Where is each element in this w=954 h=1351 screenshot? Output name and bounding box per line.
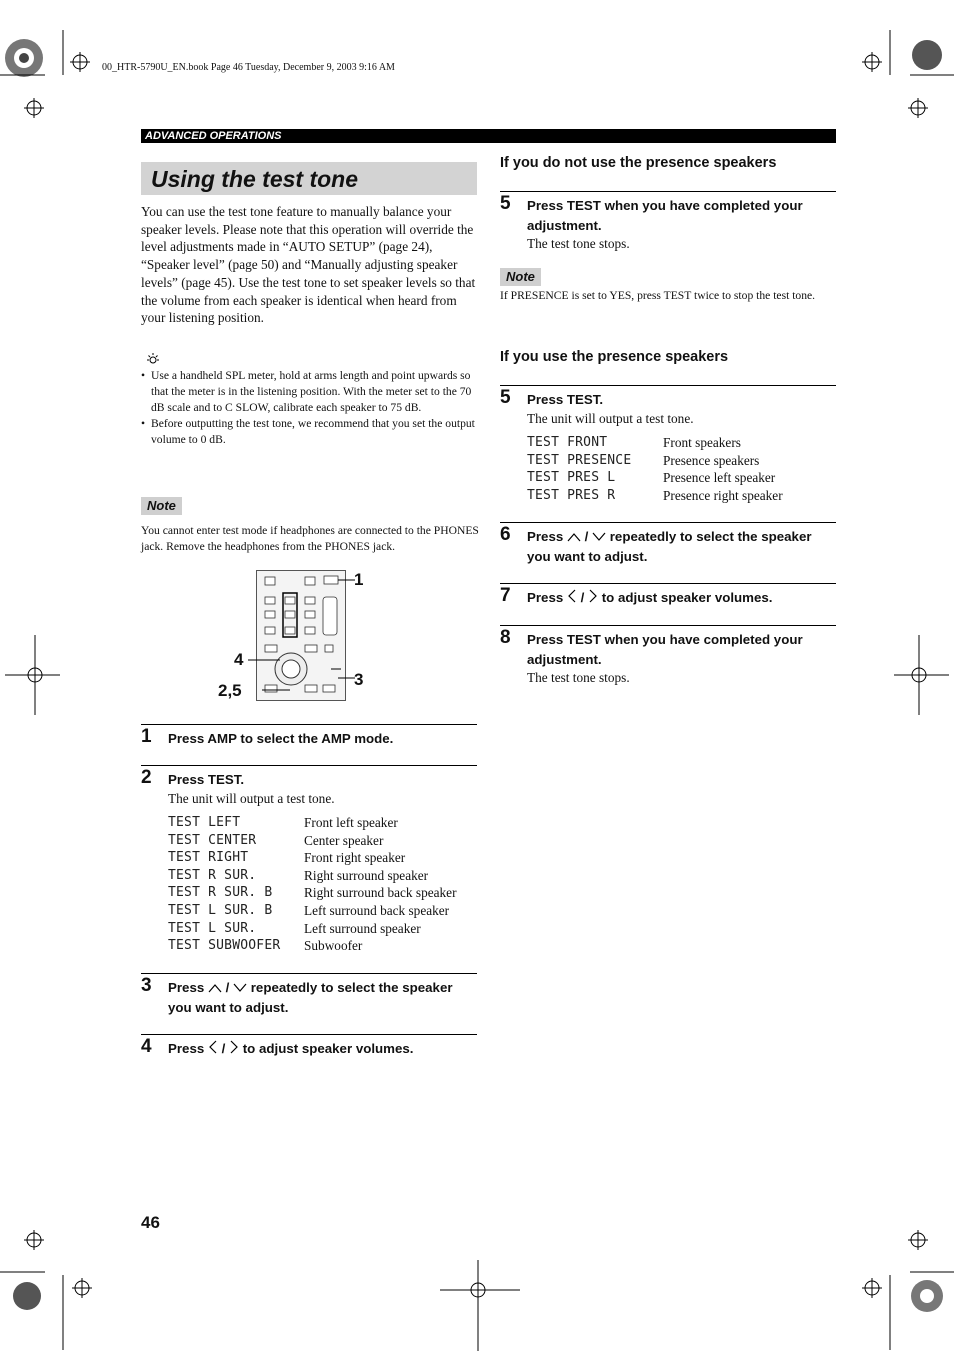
note-text: You cannot enter test mode if headphones are connected to the PHONES jack. Remove the headphones from the PHONES jack.	[141, 524, 479, 553]
speaker-description: Front right speaker	[304, 850, 406, 866]
step-subtext: The unit will output a test tone.	[527, 411, 694, 426]
subheading-presence: If you use the presence speakers	[500, 349, 729, 365]
step-text-post: repeatedly to select the speaker you want to adjust.	[168, 980, 453, 1016]
display-code: TEST RIGHT	[168, 850, 249, 866]
step-text-post: to adjust speaker volumes.	[242, 1041, 414, 1056]
step-text-pre: Press	[168, 1041, 205, 1056]
step-number: 6	[500, 524, 511, 545]
table-row	[168, 903, 457, 921]
table-row	[168, 850, 457, 868]
step-subtext: The test tone stops.	[527, 670, 630, 685]
registration-mark-mid-right	[894, 635, 954, 715]
display-code: TEST R SUR. B	[168, 885, 273, 901]
speaker-description: Subwoofer	[304, 938, 363, 954]
table-row	[527, 488, 783, 506]
step-text-post: to adjust speaker volumes.	[601, 590, 773, 605]
down-arrow-icon	[233, 979, 247, 999]
table-row	[527, 435, 783, 453]
step-text	[527, 588, 836, 608]
test-tone-table-left	[168, 815, 457, 956]
registration-mark-bottom-left	[0, 1200, 130, 1350]
table-row	[527, 470, 783, 488]
book-info-line: 00_HTR-5790U_EN.book Page 46 Tuesday, December 9, 2003 9:16 AM	[102, 62, 395, 73]
speaker-description: Presence speakers	[663, 452, 760, 468]
step-number: 8	[500, 627, 511, 648]
table-row	[168, 868, 457, 886]
step-number: 1	[141, 726, 152, 747]
speaker-description: Right surround back speaker	[304, 885, 457, 901]
table-row	[168, 938, 457, 956]
step-divider	[141, 724, 477, 725]
speaker-description: Left surround speaker	[304, 920, 421, 936]
page-title-box	[141, 162, 477, 195]
step-divider	[141, 973, 477, 974]
note-tag: Note	[141, 497, 182, 515]
display-code: TEST L SUR.	[168, 920, 257, 936]
callout-2-5: 2,5	[218, 681, 242, 700]
step-divider	[141, 1034, 477, 1035]
tips-list	[141, 368, 477, 448]
table-row	[168, 833, 457, 851]
section-header-bar	[141, 129, 836, 143]
step-text-mid: /	[580, 590, 585, 605]
display-code: TEST L SUR. B	[168, 902, 273, 918]
display-code: TEST R SUR.	[168, 867, 257, 883]
callout-1: 1	[354, 570, 364, 589]
registration-mark-mid-left	[0, 635, 60, 715]
registration-mark-top-left	[0, 30, 130, 130]
up-arrow-icon	[567, 528, 581, 548]
right-arrow-icon	[229, 1040, 239, 1060]
figure-callout-lines	[240, 570, 370, 700]
left-arrow-icon	[567, 589, 577, 609]
test-tone-table-right	[527, 435, 783, 505]
step-divider	[500, 583, 836, 584]
step-text-mid: /	[221, 1041, 226, 1056]
step-subtext: The test tone stops.	[527, 236, 630, 251]
display-code: TEST CENTER	[168, 832, 257, 848]
step-divider	[500, 522, 836, 523]
step-number: 5	[500, 387, 511, 408]
tip-item: • Before outputting the test tone, we recommend that you set the output volume to 0 dB.	[141, 416, 477, 448]
step-number: 2	[141, 767, 152, 788]
display-code: TEST FRONT	[527, 435, 608, 450]
step-divider	[500, 625, 836, 626]
callout-3: 3	[354, 670, 364, 689]
table-row	[527, 453, 783, 471]
speaker-description: Presence right speaker	[663, 487, 783, 503]
step-text-pre: Press	[168, 980, 205, 995]
display-code: TEST LEFT	[168, 815, 241, 830]
step-text-pre: Press	[527, 529, 564, 544]
speaker-description: Right surround speaker	[304, 867, 429, 883]
step-text-mid: /	[225, 980, 230, 995]
step-number: 5	[500, 193, 511, 214]
step-text: Press TEST.	[168, 772, 245, 787]
down-arrow-icon	[592, 528, 606, 548]
speaker-description: Left surround back speaker	[304, 902, 450, 918]
tip-item: • Use a handheld SPL meter, hold at arms length and point upwards so that the meter is in the listening position. With the meter set to the 70 dB scale and to C SLOW, calibrate each speaker to 75 dB.	[141, 368, 477, 416]
display-code: TEST PRES L	[527, 470, 616, 486]
speaker-description: Front left speaker	[304, 815, 398, 830]
step-text: Press AMP to select the AMP mode.	[168, 731, 394, 746]
table-row	[168, 815, 457, 833]
step-text-pre: Press	[527, 590, 564, 605]
speaker-description: Front speakers	[663, 435, 741, 450]
step-number: 3	[141, 975, 152, 996]
note-tag: Note	[500, 268, 541, 286]
step-divider	[500, 385, 836, 386]
speaker-description: Presence left speaker	[663, 470, 776, 486]
step-divider	[500, 191, 836, 192]
step-divider	[141, 765, 477, 766]
section-label: ADVANCED OPERATIONS	[145, 130, 282, 142]
step-text: Press TEST.	[527, 392, 604, 407]
callout-4: 4	[234, 650, 244, 669]
intro-paragraph: You can use the test tone feature to manually balance your speaker levels. Please note that this operation will override the level adjustments made in “AUTO SETUP” (page 24), “Speaker level” (page 50) and “Manually adjusting speaker levels” (page 45). Use the test tone to set speaker levels so that the volume from each speaker is identical when heard from your listening position.	[141, 204, 476, 326]
step-subtext: The unit will output a test tone.	[168, 791, 335, 806]
registration-mark-bottom-center	[440, 1260, 520, 1351]
display-code: TEST PRESENCE	[527, 452, 632, 468]
table-row	[168, 921, 457, 939]
step-number: 4	[141, 1036, 152, 1057]
step-text	[527, 527, 836, 567]
left-arrow-icon	[208, 1040, 218, 1060]
subheading-no-presence: If you do not use the presence speakers	[500, 155, 777, 171]
registration-mark-top-right	[830, 30, 954, 130]
step-number: 7	[500, 585, 511, 606]
display-code: TEST PRES R	[527, 487, 616, 503]
table-row	[168, 885, 457, 903]
step-text	[168, 978, 477, 1018]
speaker-description: Center speaker	[304, 832, 384, 848]
page-title: Using the test tone	[151, 166, 359, 192]
note-text: If PRESENCE is set to YES, press TEST twice to stop the test tone.	[500, 289, 816, 302]
step-text: Press TEST when you have completed your adjustment.	[527, 632, 803, 667]
step-text	[168, 1039, 477, 1059]
step-text: Press TEST when you have completed your adjustment.	[527, 198, 803, 233]
registration-mark-bottom-right	[830, 1200, 954, 1350]
right-arrow-icon	[588, 589, 598, 609]
step-text-post: repeatedly to select the speaker you want to adjust.	[527, 529, 812, 565]
display-code: TEST SUBWOOFER	[168, 938, 281, 954]
page-number: 46	[141, 1213, 160, 1232]
step-text-mid: /	[584, 529, 589, 544]
up-arrow-icon	[208, 979, 222, 999]
